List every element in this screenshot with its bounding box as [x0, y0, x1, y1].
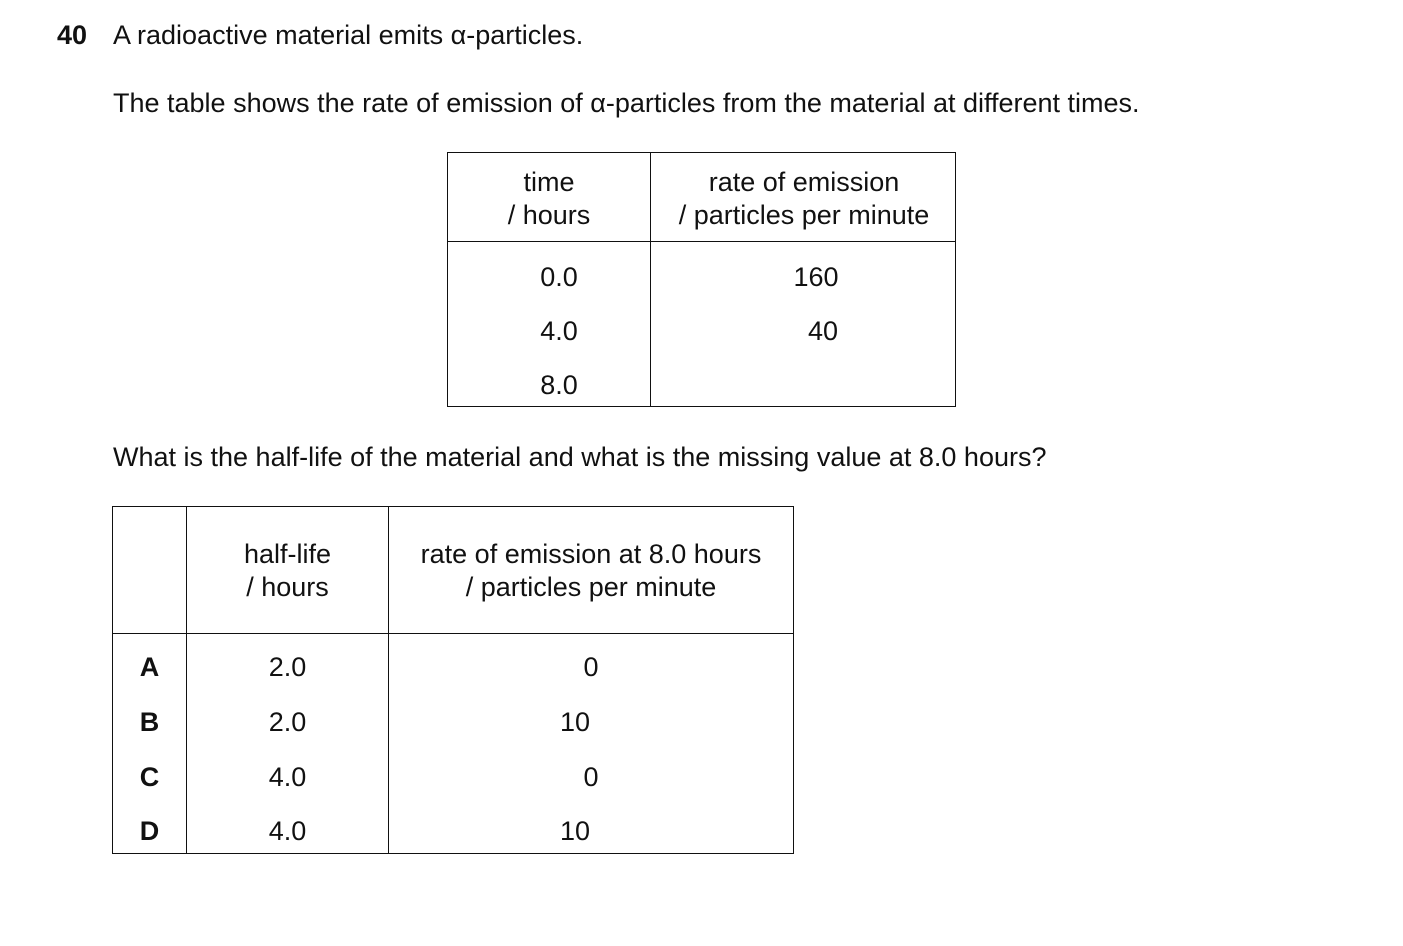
option-d-half-life: 4.0	[268, 816, 307, 846]
rate-at-8h-header-label: rate of emission at 8.0 hours	[420, 539, 762, 569]
option-c-half-life: 4.0	[268, 762, 307, 792]
option-a-letter[interactable]: A	[139, 652, 160, 682]
option-b-rate: 10	[559, 707, 591, 737]
option-b-letter[interactable]: B	[139, 707, 160, 737]
rate-header-unit: / particles per minute	[678, 200, 930, 230]
option-b-half-life: 2.0	[268, 707, 307, 737]
option-a-rate: 0	[583, 652, 599, 682]
time-header-label: time	[523, 167, 575, 197]
question-intro: A radioactive material emits α-particles.	[113, 20, 584, 50]
option-a-half-life: 2.0	[268, 652, 307, 682]
table-row-time: 0.0	[540, 262, 578, 292]
table-row-rate: 160	[793, 262, 839, 292]
time-header	[448, 166, 650, 232]
half-life-header-unit: / hours	[246, 572, 329, 602]
option-d-letter[interactable]: D	[139, 816, 160, 846]
question-description: The table shows the rate of emission of α-particles from the material at different times.	[113, 88, 1140, 118]
option-c-letter[interactable]: C	[139, 762, 160, 792]
table-row-time: 4.0	[540, 316, 578, 346]
option-d-rate: 10	[559, 816, 591, 846]
half-life-header-label: half-life	[243, 539, 332, 569]
half-life-header	[187, 538, 388, 604]
table-row-time: 8.0	[540, 370, 578, 400]
option-c-rate: 0	[583, 762, 599, 792]
question-number: 40	[57, 20, 88, 50]
table-row-rate: 40	[807, 316, 839, 346]
time-header-unit: / hours	[507, 200, 591, 230]
answer-options-table	[112, 506, 794, 854]
rate-at-8h-header-unit: / particles per minute	[465, 572, 717, 602]
emission-data-table	[447, 152, 956, 407]
rate-at-8h-header	[389, 538, 793, 604]
rate-header-label: rate of emission	[708, 167, 900, 197]
question-prompt: What is the half-life of the material and what is the missing value at 8.0 hours?	[113, 442, 1047, 472]
rate-header	[651, 166, 957, 232]
